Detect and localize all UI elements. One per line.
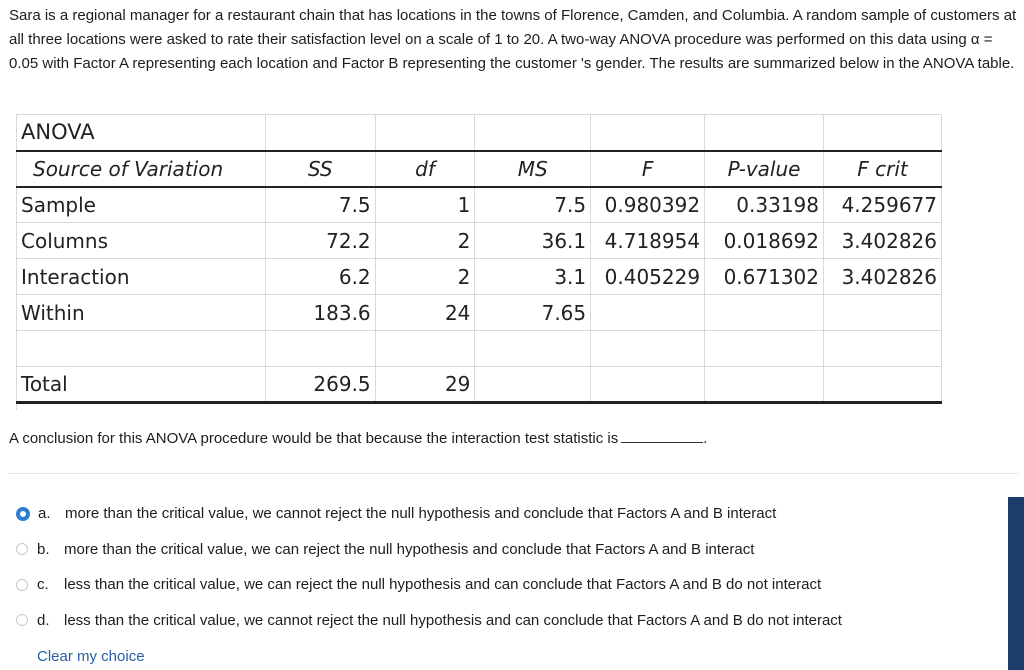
conclusion-text: A conclusion for this ANOVA procedure would be that because the interaction test statistic is [9,430,619,447]
row-ms: 7.65 [475,295,591,331]
anova-title-row [17,115,942,151]
anova-title: ANOVA [17,115,266,151]
anova-table [16,114,942,410]
conclusion-prompt [9,428,707,447]
row-f-crit [824,295,942,331]
header-f-crit: F crit [824,151,942,187]
option-letter: a. [38,505,51,523]
anova-header-row [17,151,942,187]
table-row [17,295,942,331]
header-ss: SS [265,151,375,187]
clear-choice-link[interactable]: Clear my choice [37,648,145,665]
row-ms: 3.1 [475,259,591,295]
row-df: 2 [375,259,475,295]
table-row [17,223,942,259]
row-f-crit: 3.402826 [824,259,942,295]
conclusion-end: . [703,430,708,447]
row-f-crit: 3.402826 [824,223,942,259]
row-p-value [705,295,824,331]
row-f: 0.405229 [591,259,705,295]
row-ms: 36.1 [475,223,591,259]
row-ss: 6.2 [265,259,375,295]
answer-blank [621,428,703,443]
option-text: more than the critical value, we cannot reject the null hypothesis and conclude that Factors A and B interact [65,505,777,523]
row-df: 1 [375,187,475,223]
option-b[interactable] [16,532,996,568]
anova-grid [16,114,942,404]
total-df: 29 [375,367,475,403]
side-panel-bar [1008,497,1024,670]
row-ss: 183.6 [265,295,375,331]
radio-icon[interactable] [16,543,28,555]
row-p-value: 0.671302 [705,259,824,295]
option-letter: d. [37,611,50,629]
row-source: Within [17,295,266,331]
answer-options [16,496,996,638]
option-letter: b. [37,540,50,558]
table-row-empty [17,331,942,367]
table-row-total [17,367,942,403]
header-source: Source of Variation [17,151,266,187]
radio-icon[interactable] [16,614,28,626]
divider [9,473,1019,474]
option-text: less than the critical value, we can reject the null hypothesis and can conclude that Factors A and B do not interact [64,576,822,594]
radio-selected-icon[interactable] [16,507,30,521]
row-f: 0.980392 [591,187,705,223]
header-p-value: P-value [705,151,824,187]
row-ss: 72.2 [265,223,375,259]
row-p-value: 0.33198 [705,187,824,223]
total-ss: 269.5 [265,367,375,403]
row-f-crit: 4.259677 [824,187,942,223]
table-row [17,187,942,223]
row-p-value: 0.018692 [705,223,824,259]
option-a[interactable] [16,496,996,532]
question-text: Sara is a regional manager for a restaurant chain that has locations in the towns of Florence, Camden, and Columbia. A random sample of customers at all three locations were asked to rate their satisfaction level on a scale of 1 to 20. A two-way ANOVA procedure was performed on this data using α = 0.05 with Factor A representing each location and Factor B representing the customer 's gender. The results are summarized below in the ANOVA table. [9,7,1017,72]
option-c[interactable] [16,567,996,603]
row-ss: 7.5 [265,187,375,223]
row-f: 4.718954 [591,223,705,259]
row-f [591,295,705,331]
row-source: Sample [17,187,266,223]
total-source: Total [17,367,266,403]
option-d[interactable] [16,603,996,639]
header-ms: MS [475,151,591,187]
header-df: df [375,151,475,187]
row-df: 2 [375,223,475,259]
option-text: less than the critical value, we cannot reject the null hypothesis and can conclude that Factors A and B do not interact [64,611,842,629]
row-ms: 7.5 [475,187,591,223]
table-row [17,259,942,295]
radio-icon[interactable] [16,579,28,591]
row-source: Interaction [17,259,266,295]
header-f: F [591,151,705,187]
option-letter: c. [37,576,49,594]
row-df: 24 [375,295,475,331]
row-source: Columns [17,223,266,259]
option-text: more than the critical value, we can reject the null hypothesis and conclude that Factors A and B interact [64,540,755,558]
